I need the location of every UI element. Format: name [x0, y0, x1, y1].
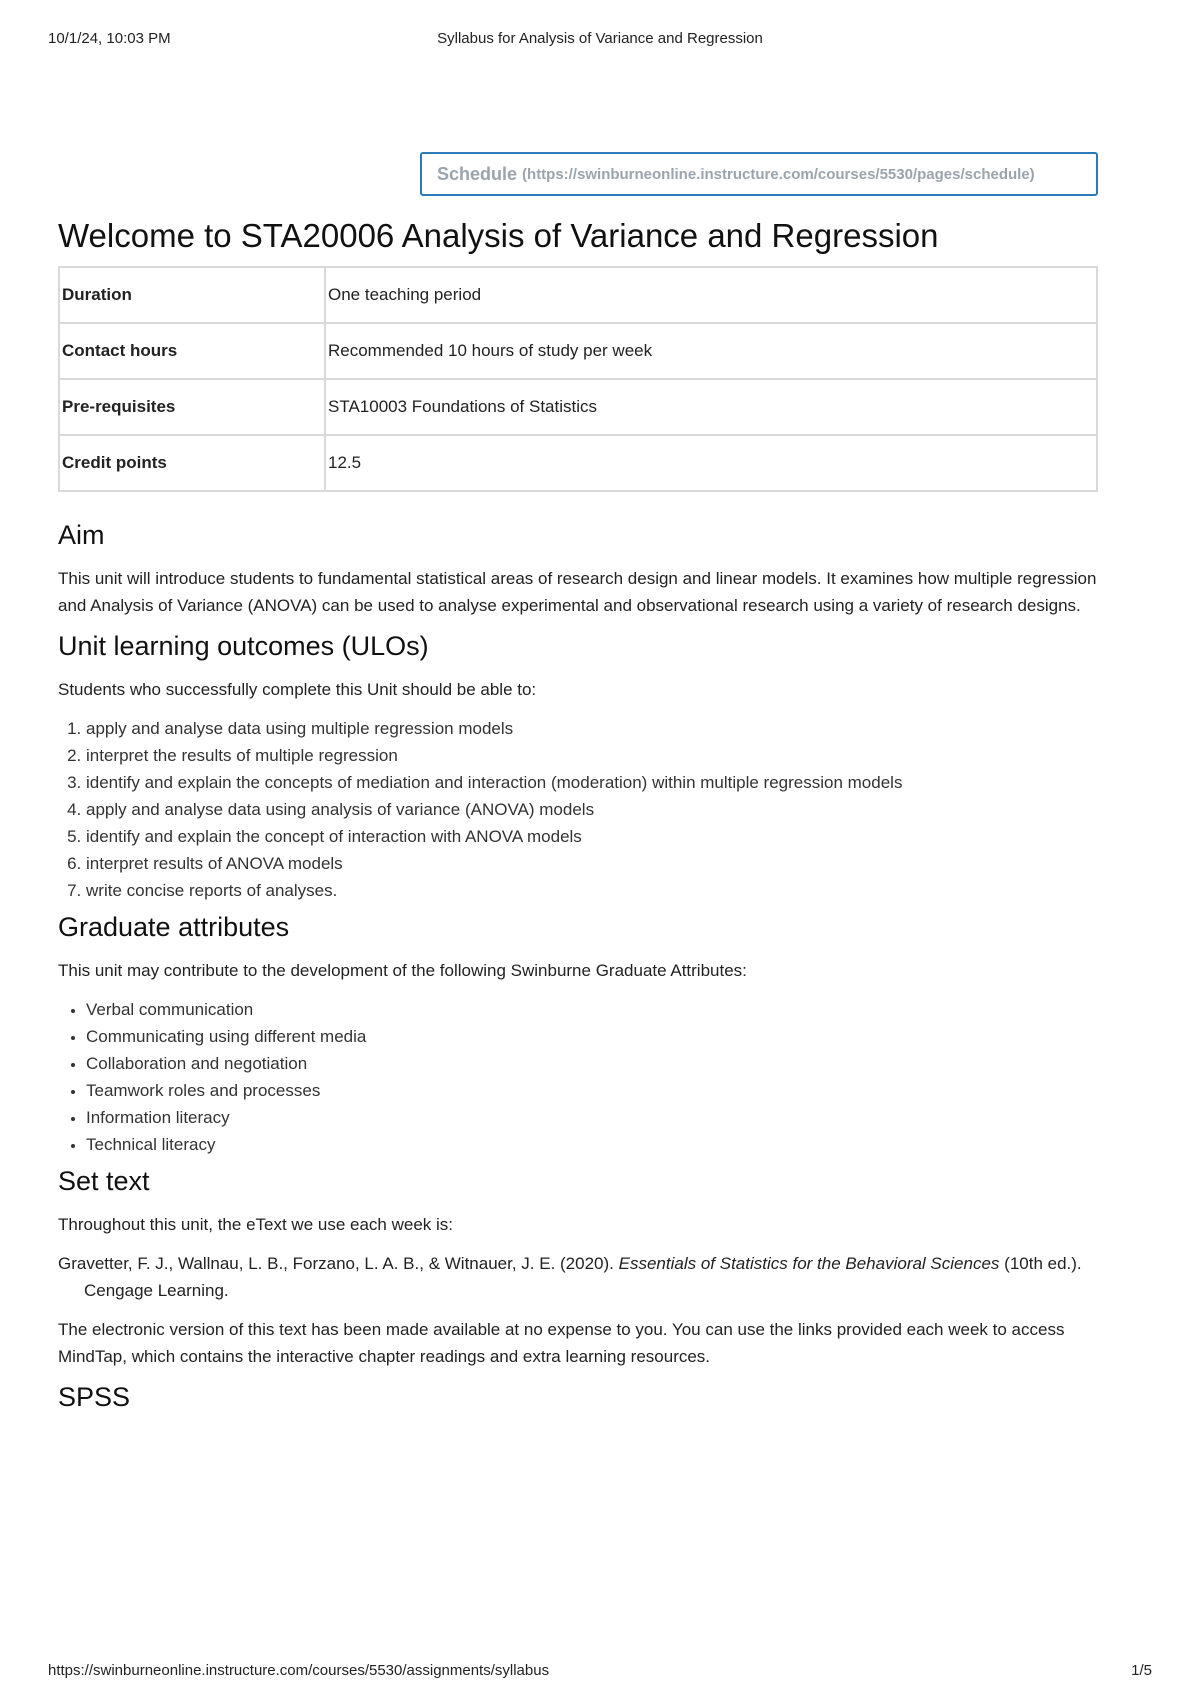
graduate-attributes-list: [58, 996, 1098, 1158]
page-title: Welcome to STA20006 Analysis of Variance and Regression: [58, 217, 939, 254]
print-doc-title: Syllabus for Analysis of Variance and Regression: [437, 30, 763, 47]
table-row: [59, 267, 1097, 323]
list-item: • Collaboration and negotiation: [86, 1050, 1098, 1077]
list-item: 6. interpret results of ANOVA models: [86, 850, 1098, 877]
print-datetime: 10/1/24, 10:03 PM: [48, 30, 171, 47]
list-item: 3. identify and explain the concepts of mediation and interaction (moderation) within multiple regression models: [86, 769, 1098, 796]
syllabus-content: [58, 152, 1098, 1427]
reference-authors: Gravetter, F. J., Wallnau, L. B., Forzano, L. A. B., & Witnauer, J. E. (2020).: [58, 1253, 614, 1273]
list-item: • Verbal communication: [86, 996, 1098, 1023]
aim-heading: Aim: [58, 519, 105, 550]
table-row: [59, 379, 1097, 435]
table-row: [59, 323, 1097, 379]
schedule-button-url: (https://swinburneonline.instructure.com/courses/5530/pages/schedule): [522, 165, 1035, 183]
aim-text: This unit will introduce students to fundamental statistical areas of research design and linear models. It examines how multiple regression and Analysis of Variance (ANOVA) can be used to analyse experimental and observational research using a variety of research designs.: [58, 568, 1097, 615]
ulos-heading: Unit learning outcomes (ULOs): [58, 630, 429, 661]
list-item: • Communicating using different media: [86, 1023, 1098, 1050]
list-item: • Information literacy: [86, 1104, 1098, 1131]
list-item: 4. apply and analyse data using analysis of variance (ANOVA) models: [86, 796, 1098, 823]
set-text-intro: Throughout this unit, the eText we use each week is:: [58, 1214, 454, 1234]
spss-heading: SPSS: [58, 1381, 131, 1412]
print-header: [48, 30, 1152, 50]
page-number: 1/5: [1131, 1662, 1152, 1679]
reference-edition: (10th ed.). Cengage Learning.: [84, 1253, 1082, 1300]
list-item: 1. apply and analyse data using multiple regression models: [86, 715, 1098, 742]
list-item: • Technical literacy: [86, 1131, 1098, 1158]
table-row: [59, 435, 1097, 491]
print-footer-url: https://swinburneonline.instructure.com/courses/5530/assignments/syllabus: [48, 1662, 550, 1679]
table-value: Recommended 10 hours of study per week: [325, 323, 1097, 379]
graduate-attributes-intro: This unit may contribute to the development of the following Swinburne Graduate Attributes:: [58, 960, 747, 980]
set-text-note: The electronic version of this text has been made available at no expense to you. You can use the links provided each week to access MindTap, which contains the interactive chapter readings and extra learning resources.: [58, 1319, 1065, 1366]
table-value: One teaching period: [325, 267, 1097, 323]
list-item: • Teamwork roles and processes: [86, 1077, 1098, 1104]
reference-title: Essentials of Statistics for the Behavioral Sciences: [618, 1253, 1000, 1273]
set-text-reference: [58, 1250, 1098, 1304]
table-key: Duration: [59, 267, 325, 323]
table-key: Contact hours: [59, 323, 325, 379]
table-key: Credit points: [59, 435, 325, 491]
table-value: 12.5: [325, 435, 1097, 491]
graduate-attributes-heading: Graduate attributes: [58, 911, 290, 942]
table-value: STA10003 Foundations of Statistics: [325, 379, 1097, 435]
ulos-list: [58, 715, 1098, 904]
print-footer: [48, 1662, 1152, 1682]
ulos-intro: Students who successfully complete this Unit should be able to:: [58, 679, 537, 699]
schedule-button-label: Schedule: [437, 163, 518, 184]
course-info-table: [58, 266, 1098, 492]
list-item: 7. write concise reports of analyses.: [86, 877, 1098, 904]
list-item: 2. interpret the results of multiple regression: [86, 742, 1098, 769]
set-text-heading: Set text: [58, 1165, 150, 1196]
table-key: Pre-requisites: [59, 379, 325, 435]
list-item: 5. identify and explain the concept of interaction with ANOVA models: [86, 823, 1098, 850]
schedule-button[interactable]: [420, 152, 1098, 196]
